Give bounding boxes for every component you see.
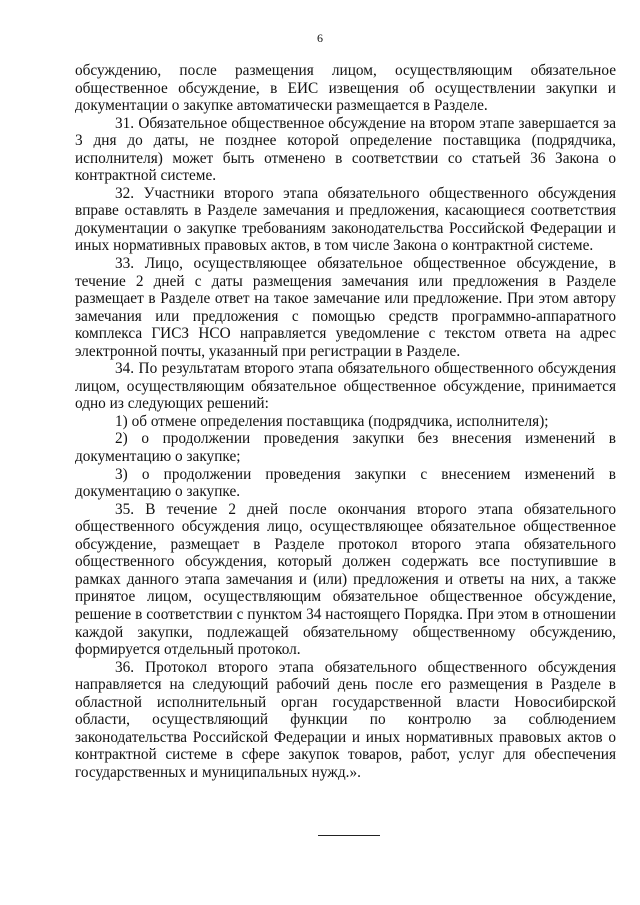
paragraph-36: 36. Протокол второго этапа обязательного общественного обсуждения направляется на следующий рабочий день после его размещения в Разделе в областной исполнительный орган государственной власти Новосибирской области, осуществляющий функции по контролю за соблюдением законодательства Российской Федерации и иных нормативных правовых актов о контрактной системе в сфере закупок товаров, работ, услуг для обеспечения государственных и муниципальных нужд.».: [75, 658, 616, 781]
list-item-1: 1) об отмене определения поставщика (подрядчика, исполнителя);: [115, 412, 549, 430]
paragraph-continuation: обсуждению, после размещения лицом, осуществляющим обязательное общественное обсуждение, в ЕИС извещения об осуществлении закупки и документации о закупке автоматически размещается в Разделе.: [75, 62, 616, 115]
paragraph-31: 31. Обязательное общественное обсуждение на втором этапе завершается за 3 дня до даты, не позднее которой определение поставщика (подрядчика, исполнителя) может быть отменено в соответствии со статьей 36 Закона о контрактной системе.: [75, 114, 616, 185]
paragraph-35: 35. В течение 2 дней после окончания второго этапа обязательного общественного обсуждения лицо, осуществляющее обязательное общественное обсуждение, размещает в Разделе протокол второго этапа обязательного общественного обсуждения, который должен содержать все поступившие в рамках данного этапа замечания и (или) предложения и ответы на них, а также принятое лицом, осуществляющим обязательное общественное обсуждение, решение в соответствии с пунктом 34 настоящего Порядка. При этом в отношении каждой закупки, подлежащей обязательному общественному обсуждению, формируется отдельный протокол.: [75, 500, 616, 659]
paragraph-32: 32. Участники второго этапа обязательного общественного обсуждения вправе оставлять в Разделе замечания и предложения, касающиеся соответствия документации о закупке требованиям законодательства Российской Федерации и иных нормативных правовых актов, в том числе Закона о контрактной системе.: [75, 184, 616, 255]
paragraph-34: 34. По результатам второго этапа обязательного общественного обсуждения лицом, осуществляющим обязательное общественное обсуждение, принимается одно из следующих решений:: [75, 360, 616, 413]
list-item-3: 3) о продолжении проведения закупки с внесением изменений в документацию о закупке.: [75, 465, 616, 501]
end-of-document-rule: [318, 835, 380, 836]
paragraph-33: 33. Лицо, осуществляющее обязательное общественное обсуждение, в течение 2 дней с даты размещения замечания или предложения в Разделе размещает в Разделе ответ на такое замечание или предложение. При этом автору замечания или предложения с помощью средств программно-аппаратного комплекса ГИСЗ НСО направляется уведомление с текстом ответа на адрес электронной почты, указанный при регистрации в Разделе.: [75, 255, 616, 360]
page-number: 6: [317, 31, 323, 45]
list-item-2: 2) о продолжении проведения закупки без внесения изменений в документацию о закупке;: [75, 430, 616, 466]
document-body: [75, 62, 616, 781]
